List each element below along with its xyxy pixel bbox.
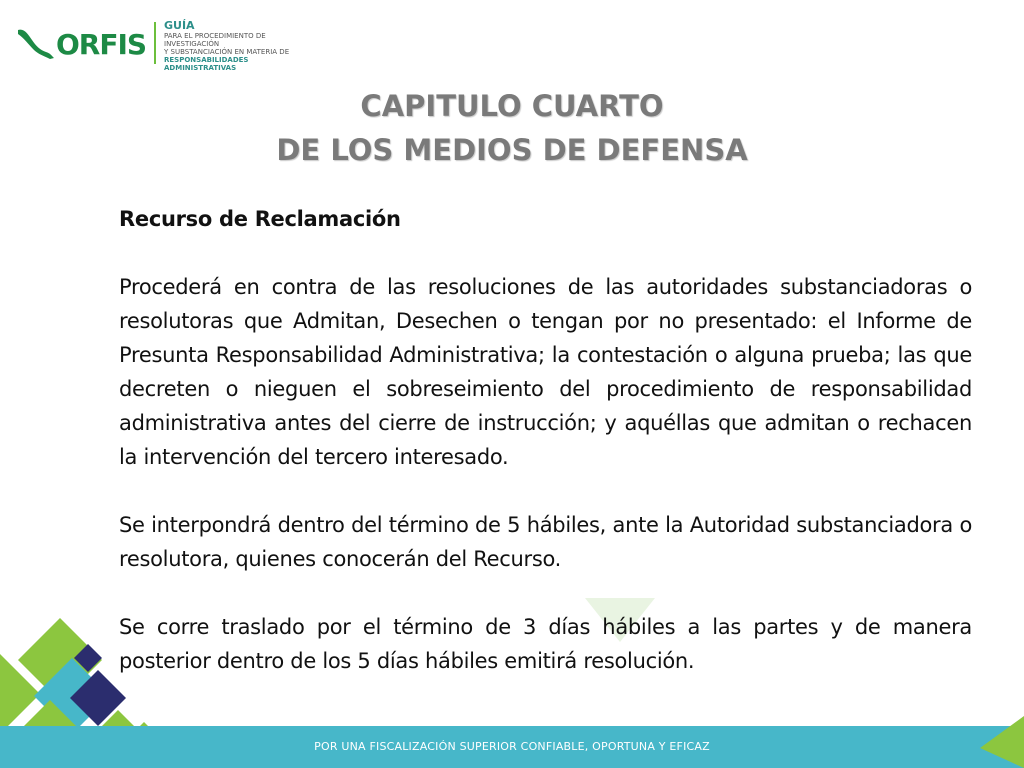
logo-divider [154,22,156,64]
corner-triangle-decoration [980,716,1024,768]
guide-title: GUÍA [164,19,195,32]
paragraph-3: Se corre traslado por el término de 3 días hábiles a las partes y de manera posterior dentro de los 5 días hábiles emitirá resolución. [119,615,972,673]
orfis-logo [16,18,316,72]
guide-line-3: RESPONSABILIDADES ADMINISTRATIVAS [164,56,249,72]
title-line-1: CAPITULO CUARTO [360,89,664,123]
guide-line-2: Y SUBSTANCIACIÓN EN MATERIA DE [164,48,290,56]
title-line-2: DE LOS MEDIOS DE DEFENSA [276,133,748,167]
guide-caption [164,20,316,72]
guide-line-1: PARA EL PROCEDIMIENTO DE INVESTIGACIÓN [164,32,266,48]
paragraph-1: Procederá en contra de las resoluciones de las autoridades substanciadoras o resolutoras que Admitan, Desechen o tengan por no presentado: el Informe de Presunta Responsabilidad Administrativa; la contestación o alguna prueba; las que decreten o nieguen el sobreseimiento del procedimiento de responsabilidad administrativa antes del cierre de instrucción; y aquéllas que admitan o rechacen la intervención del tercero interesado. [119,275,972,469]
footer-slogan: POR UNA FISCALIZACIÓN SUPERIOR CONFIABLE, OPORTUNA Y EFICAZ [314,740,710,753]
document-body [119,202,972,678]
footer-bar [0,726,1024,768]
veracruz-map-icon [16,26,56,60]
page-title [0,84,1024,172]
brand-name: ORFIS [56,28,147,61]
paragraph-2: Se interpondrá dentro del término de 5 hábiles, ante la Autoridad substanciadora o resolutora, quienes conocerán del Recurso. [119,513,972,571]
section-subtitle: Recurso de Reclamación [119,207,401,231]
